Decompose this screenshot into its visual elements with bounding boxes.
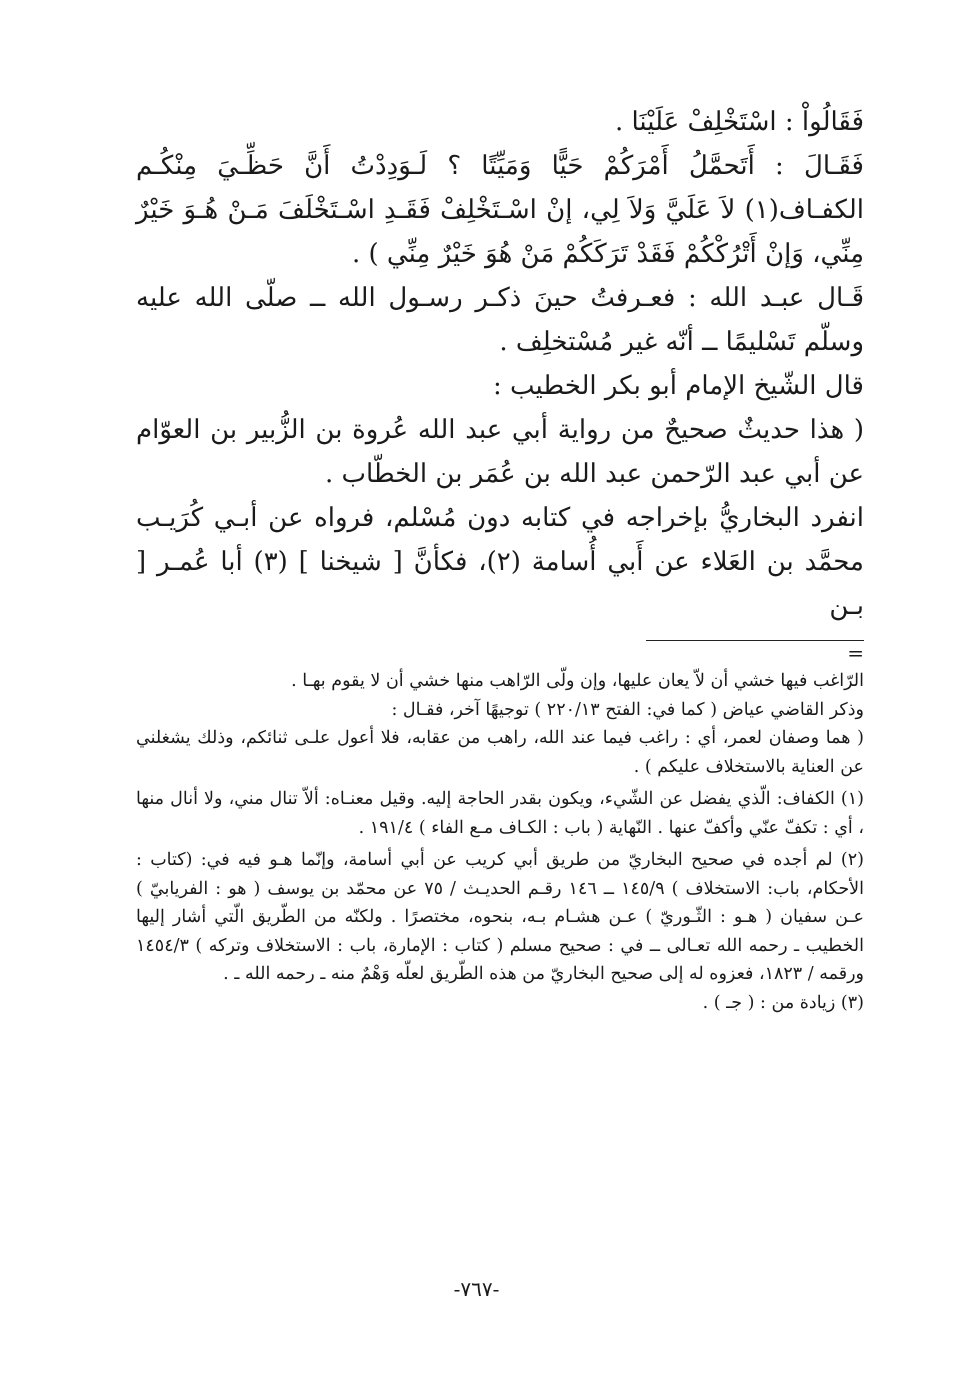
footnote-1: (١) الكفاف: الّذي يفضل عن الشّيء، ويكون بقدر الحاجة إليه. وقيل معنـاه: ألاّ تنال مني، ولا أنال منها ، أي : تكفّ عنّي وأكفّ عنها . النّهاية ( باب : الكـاف مـع الفاء ) ١٩١/٤ . xyxy=(136,789,864,838)
continuation-mark: = xyxy=(847,641,864,665)
main-paragraph-4: قال الشّيخ الإمام أبو بكر الخطيب : xyxy=(492,371,864,401)
footnote-continued-1: الرّاغب فيها خشي أن لاّ يعان عليها، وإن ولّى الرّاهب منها خشي أن لا يقوم بهـا . xyxy=(291,671,864,691)
main-paragraph-1: فَقَالُواْ : اسْتَخْلِفْ عَلَيْنَا . xyxy=(614,107,864,137)
main-paragraph-6: انفرد البخاريُّ بإخراجه في كتابه دون مُسْلم، فرواه عن أبـي كُرَيـب محمَّد بن العَلاء عن أَبي أُسامة (٢)، فكأنَّ [ شيخنا ] (٣) أبا عُمـر [ بـن xyxy=(136,503,864,621)
main-paragraph-2: فَقَـالَ : أَتَحمَّلُ أَمْرَكُمْ حَيًّا وَمَيِّتًا ؟ لَـوَدِدْتُ أَنَّ حَظِّـيَ مِنْكُـم الكفـاف(١) لاَ عَلَيَّ وَلاَ لِي، إنْ اسْـتَخْلِفْ فَقَـدِ اسْـتَخْلَفَ مَـنْ هُـوَ خَيْرٌ مِنِّي، وَإنْ أَتْرُكْكُمْ فَقَدْ تَرَكَكُمْ مَنْ هُوَ خَيْرٌ مِنِّي ) . xyxy=(136,151,864,269)
footnote-separator xyxy=(646,640,864,641)
page-number: -٧٦٧- xyxy=(453,1277,500,1301)
main-paragraph-5: ( هذا حديثٌ صحيحٌ من رواية أبي عبد الله عُروة بن الزُّبير بن العوّام عن أبي عبد الرّحمن عبد الله بن عُمَر بن الخطّاب . xyxy=(136,415,864,489)
footnote-2: (٢) لم أجده في صحيح البخاريّ من طريق أبي كريب عن أبي أسامة، وإنّما هـو فيه في: (كتاب : الأحكام، باب: الاستخلاف ) ١٤٥/٩ ــ ١٤٦ رقـم الحديـث / ٧٥ عن محمّد بن يوسف ( هو : الفريابيّ ) عـن سفيان ( هـو : الثّـوريّ ) عـن هشـام بـه، بنحوه، مختصرًا . ولكنّه من الطّريق الّتي أشار إليها الخطيب ـ رحمه الله تعـالى ــ في : صحيح مسلم ( كتاب : الإمارة، باب : الاستخلاف وتركه ) ١٤٥٤/٣ ورقمه / ١٨٢٣، فعزوه له إلى صحيح البخاريّ من هذه الطّريق لعلّه وَهْمٌ منه ـ رحمه الله ـ . xyxy=(136,850,864,984)
main-text xyxy=(136,100,864,628)
footnote-continued-2: وذكر القاضي عياض ( كما في: الفتح ٢٢٠/١٣ ) توجيهًا آخر، فقـال : xyxy=(391,699,864,720)
main-paragraph-3: قَـال عبـد الله : فعـرفتُ حينَ ذكـر رسـول الله ــ صلّى الله عليه وسلّم تَسْليمًا ــ أنّه غير مُسْتخلِف . xyxy=(136,283,864,357)
footnotes xyxy=(136,667,864,1017)
footnote-continued-3: ( هما وصفان لعمر، أي : راغب فيما عند الله، راهب من عقابه، فلا أعول علـى ثنائكم، وذلك يشغلني عن العناية بالاستخلاف عليكم ) . xyxy=(136,728,864,777)
footnote-3: (٣) زيادة من : ( جـ ) . xyxy=(702,992,864,1013)
page-body xyxy=(136,100,864,1340)
